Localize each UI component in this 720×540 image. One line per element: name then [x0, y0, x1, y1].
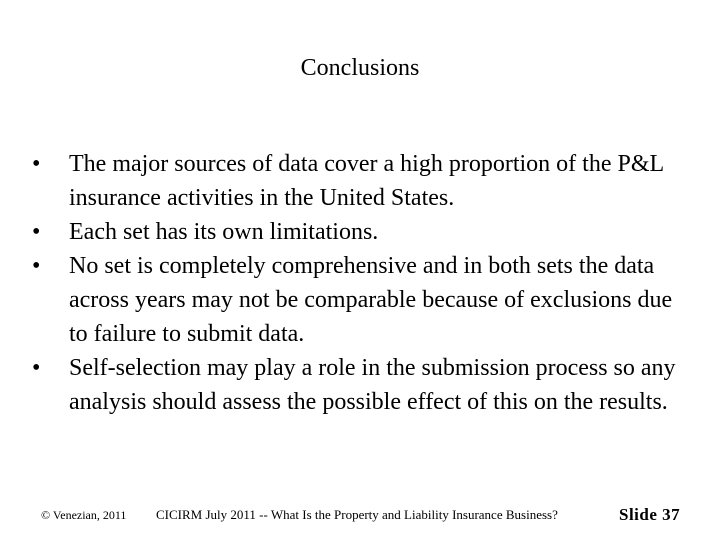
bullet-item: [32, 351, 692, 419]
slide-title: Conclusions: [300, 55, 420, 81]
bullet-text: Each set has its own limitations.: [69, 219, 379, 245]
bullet-item: [32, 147, 692, 215]
bullet-item: [32, 215, 692, 249]
bullet-list: [32, 147, 692, 419]
bullet-icon: •: [32, 219, 41, 245]
bullet-icon: •: [32, 355, 41, 381]
bullet-icon: •: [32, 253, 41, 279]
bullet-icon: •: [32, 151, 41, 177]
bullet-item: [32, 249, 692, 351]
footer-copyright: © Venezian, 2011: [41, 508, 127, 522]
bullet-text: Self-selection may play a role in the submission process so any analysis should assess the possible effect of this on the results.: [69, 355, 676, 415]
bullet-text: No set is completely comprehensive and in both sets the data across years may not be comparable because of exclusions due to failure to submit data.: [69, 253, 673, 347]
footer-title: CICIRM July 2011 -- What Is the Property and Liability Insurance Business?: [156, 507, 558, 522]
bullet-text: The major sources of data cover a high proportion of the P&L insurance activities in the United States.: [69, 151, 664, 211]
slide-number: Slide 37: [619, 505, 681, 524]
